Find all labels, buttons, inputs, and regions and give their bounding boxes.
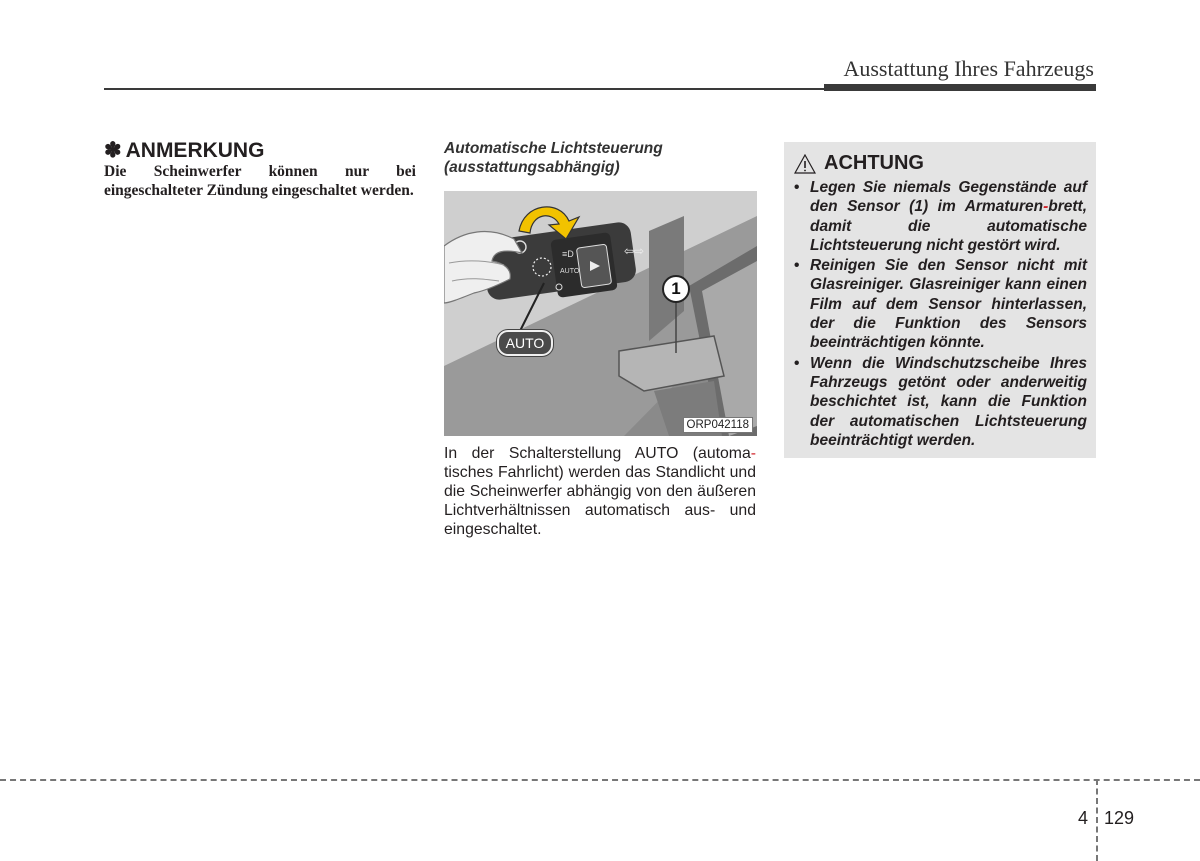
caution-item-hyphen: - <box>1043 198 1049 216</box>
body-paragraph <box>444 444 756 539</box>
caution-item-text-cont: brett, damit die automatische Lichtsteuerung nicht gestört wird. <box>810 198 1087 254</box>
warning-triangle-icon <box>794 154 816 174</box>
body-paragraph-part1: In der Schalterstellung AUTO (automa <box>444 445 751 462</box>
header-rule <box>104 88 824 90</box>
figure-caption: Automatische Lichtsteuerung (ausstattungsabhängig) <box>444 140 663 176</box>
note-heading-label: ANMERKUNG <box>125 139 265 162</box>
footer-rule <box>0 779 1200 781</box>
page-number: 129 <box>1104 808 1135 828</box>
svg-text:≡D: ≡D <box>562 249 574 259</box>
svg-text:⇦⇨: ⇦⇨ <box>624 244 645 258</box>
caution-item: • Wenn die Windschutzscheibe Ihres Fahrzeugs getönt oder anderweitig beschichtet ist, kann die Funktion der automatischen Lichtsteuerung beeinträchtigt werden. <box>794 354 1087 450</box>
note-star-icon: ✽ <box>104 139 122 162</box>
figure-code: ORP042118 <box>683 417 753 433</box>
caution-heading <box>794 152 924 175</box>
svg-text:AUTO: AUTO <box>560 268 580 275</box>
sensor-callout-number: 1 <box>662 275 690 303</box>
body-paragraph-hyphen: - <box>750 445 756 462</box>
light-switch-illustration <box>444 191 757 436</box>
chapter-number: 4 <box>1078 808 1089 828</box>
auto-light-control-figure <box>444 191 757 436</box>
auto-position-label: AUTO <box>497 330 553 356</box>
caution-list <box>794 178 1087 451</box>
caution-item: • Reinigen Sie den Sensor nicht mit Glasreiniger. Glasreiniger kann einen Film auf dem Sensor hinterlassen, der die Funktion des Sensors beeinträchtigen könnte. <box>794 256 1087 352</box>
header-rule-thick <box>824 84 1096 91</box>
body-paragraph-part2: tisches Fahrlicht) werden das Standlicht und die Scheinwerfer abhängig von den äußeren Lichtverhältnissen automatisch aus- und eingeschaltet. <box>444 464 756 538</box>
running-header-title: Ausstattung Ihres Fahrzeugs <box>843 56 1094 81</box>
note-body: Die Scheinwerfer können nur bei eingeschalteter Zündung eingeschaltet werden. <box>104 163 416 199</box>
caution-box <box>784 142 1096 458</box>
footer-divider <box>1096 779 1098 861</box>
caution-heading-label: ACHTUNG <box>824 152 924 174</box>
caution-item-text: Legen Sie niemals Gegenstände auf den Sensor (1) im Armaturen <box>810 179 1087 216</box>
note-heading <box>104 138 264 163</box>
caution-item <box>794 178 1087 255</box>
